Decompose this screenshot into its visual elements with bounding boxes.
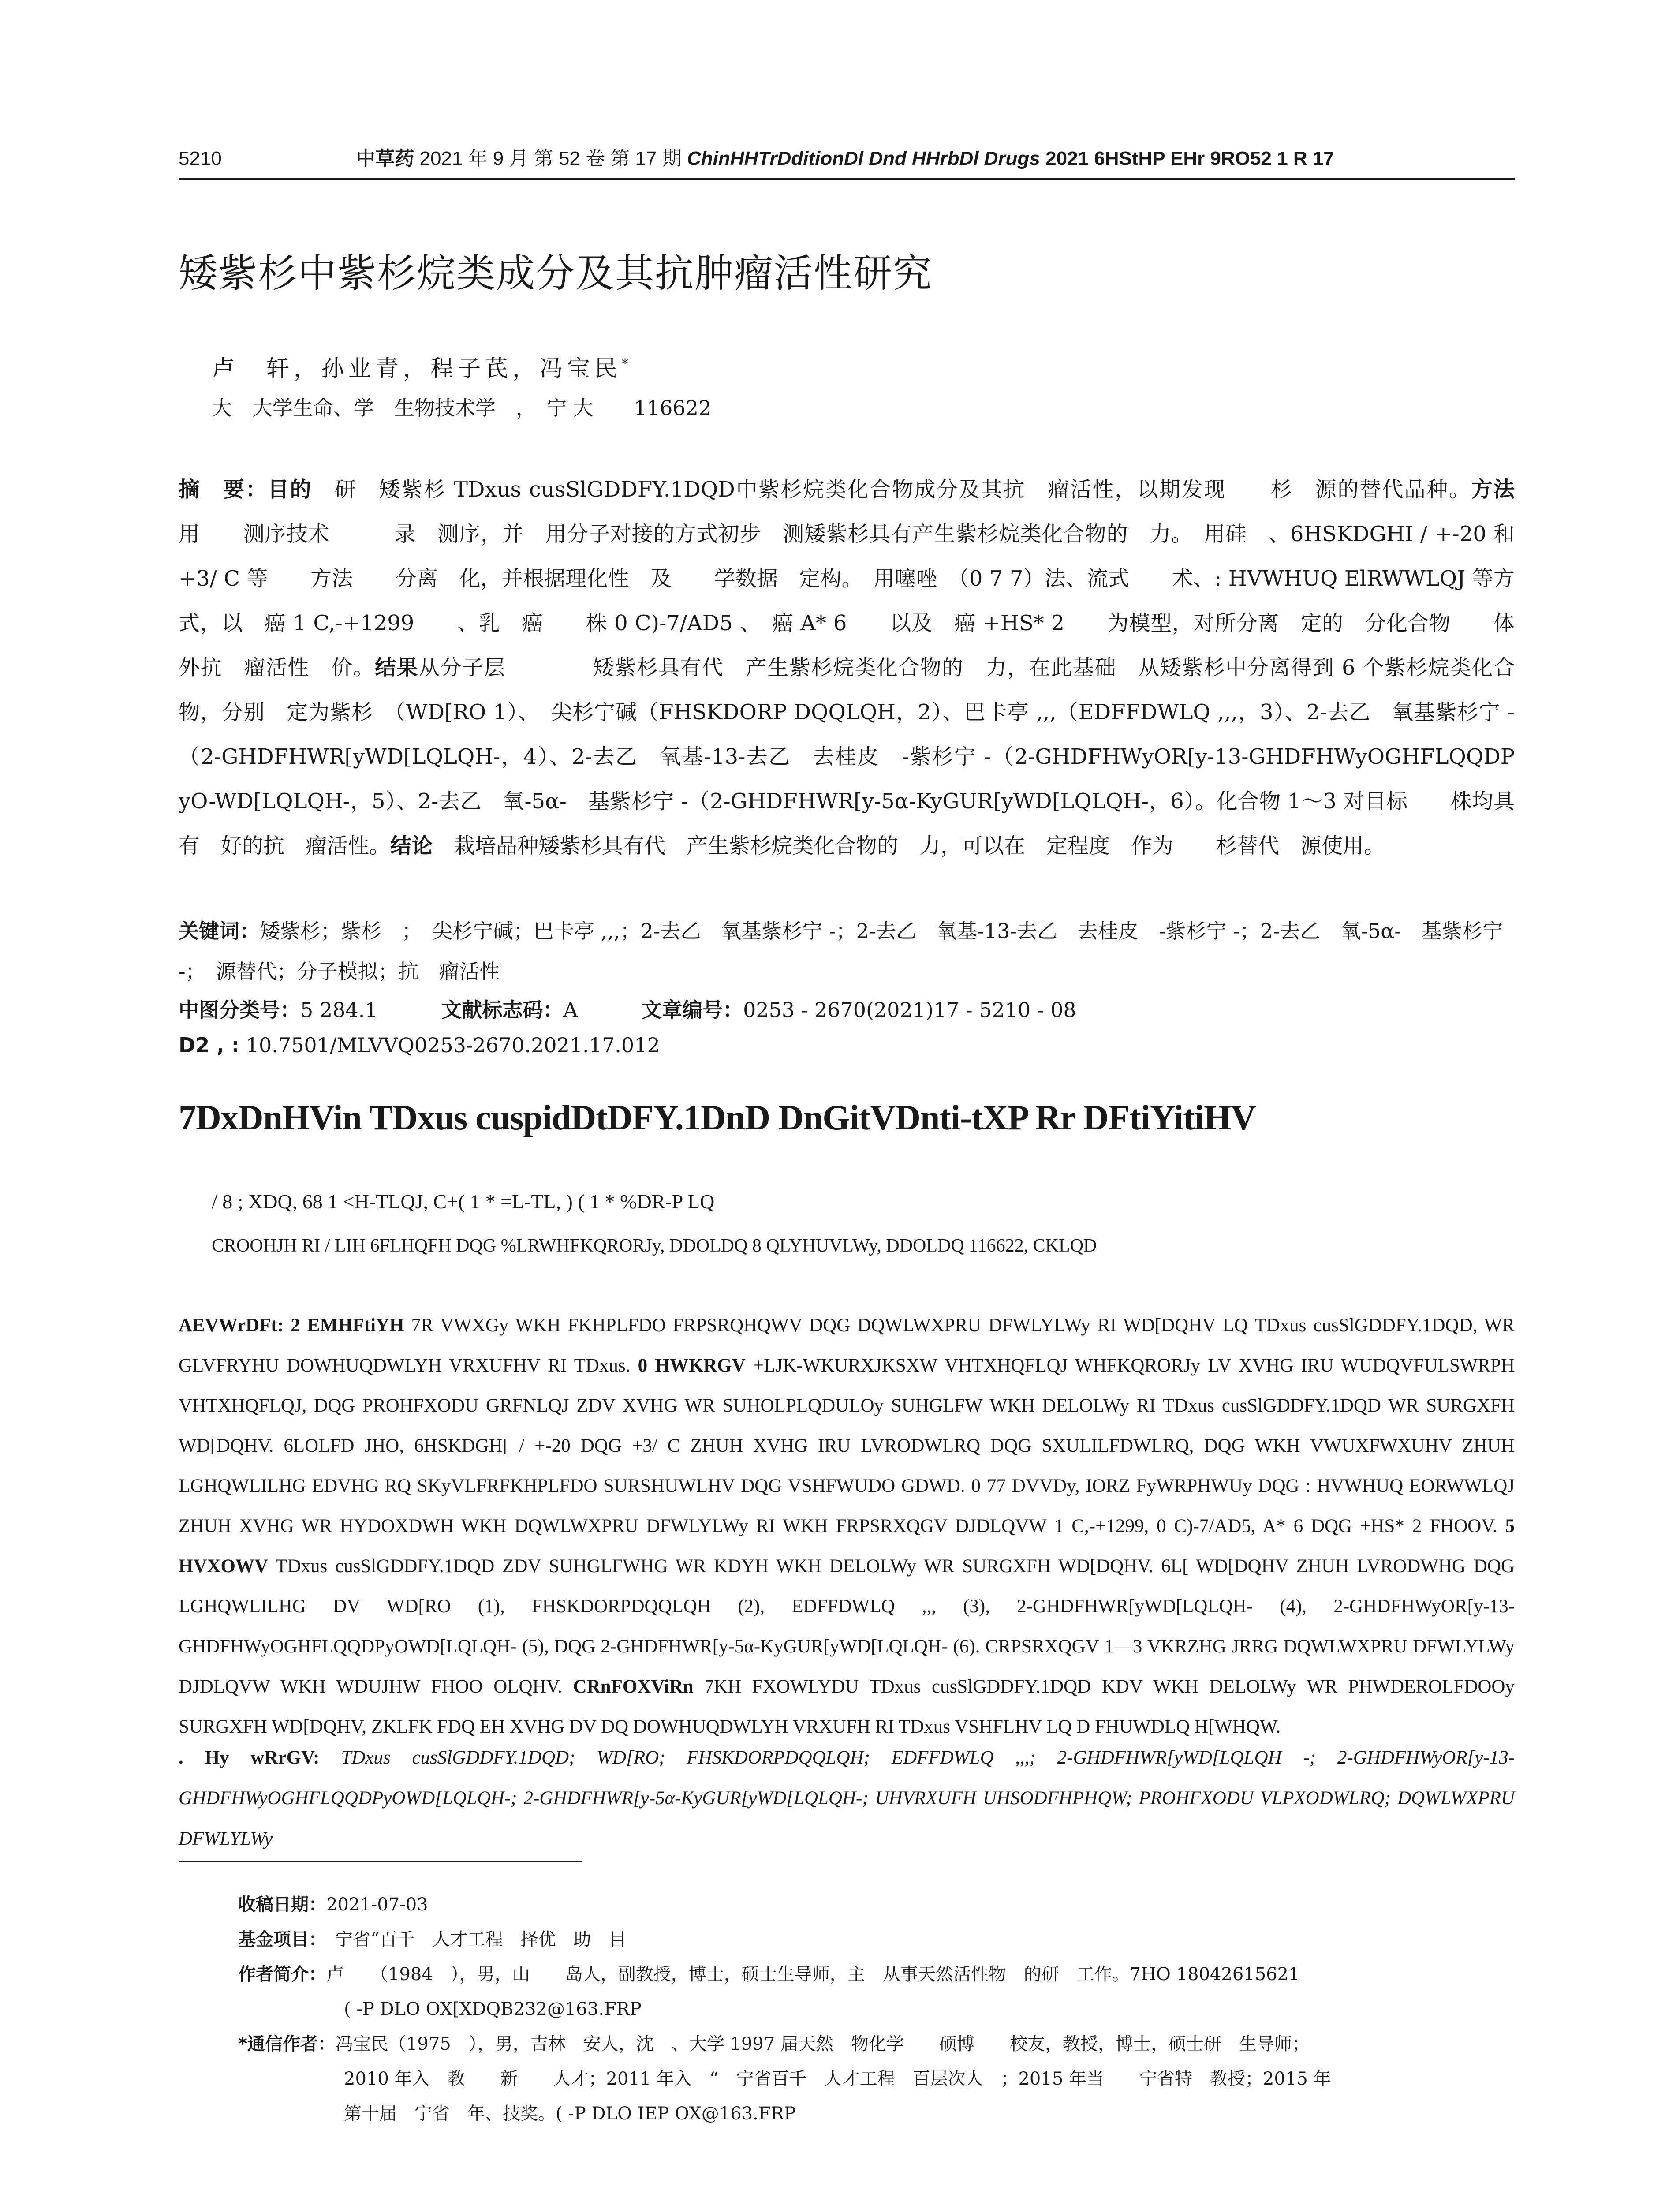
objective-label-cn: 目的	[268, 477, 313, 502]
results-en: TDxus cusSlGDDFY.1DQD ZDV SUHGLFWHG WR KDYH WKH DELOLWy WR SURGXFH WD[DQHV. 6L[ WD[DQHV ZHUH LVRODWHG DQG LGHQWLILHG DV WD[RO (1), FHSKDORPDQQLQH (2), EDFFDWLQ ,,, (3), 2-GHDFHWR[yWD[LQLQH- (4), 2-GHDFHWyOR[y-13-GHDFHWyOGHFLQQDPyOWD[LQLQH- (5), DQG 2-GHDFHWR[y-5α-KyGUR[yWD[LQLQH- (6). CRPSRXQGV 1—3 VKRZHG JRRG DQWLWXPRU DFWLYLWy DJDLQVW WKH WDUJHW FHOO OLQHV.	[179, 1556, 1515, 1697]
corr-author-label: *通信作者：	[238, 2034, 336, 2054]
keywords-en-text: TDxus cusSlGDDFY.1DQD; WD[RO; FHSKDORPDQQLQH; EDFFDWLQ ,,,; 2-GHDFHWR[yWD[LQLQH -; 2-GHDFHWyOR[y-13-GHDFHWyOGHFLQQDPyOWD[LQLQH-; 2-GHDFHWR[y-5α-KyGUR[yWD[LQLQH-; UHVRXUFH UHSODFHPHQW; PROHFXODU VLPXODWLRQ; DQWLWXPRU DFWLYLWy	[179, 1747, 1515, 1849]
doi-line	[179, 1028, 1515, 1063]
author-intro-line	[238, 1957, 1517, 1992]
journal-name-cn: 中草药	[356, 148, 414, 169]
fund-text: 宁省“百千 人才工程 择优 助 目	[317, 1929, 627, 1950]
corr-author-text-3: 第十届 宁省 年、技奖。( -P DLO IEP OX@163.FRP	[344, 2104, 796, 2124]
received-label: 收稿日期：	[238, 1895, 326, 1915]
doc-code-value: A	[563, 998, 578, 1022]
objective-en: 7R VWXGy WKH FKHPLFDO FRPSRQHQWV DQG DQWLWXPRU DFWLYLWy RI WD[DQHV LQ TDxus cusSlGDDFY.1DQD, WR GLVFRYHU DOWHUQDWLYH VRXUFHV RI TDxus.	[179, 1315, 1515, 1376]
methods-label-cn: 方法	[1471, 477, 1515, 502]
footnotes	[238, 1887, 1517, 2131]
abstract-cn-label: 摘 要：	[179, 477, 268, 502]
author-intro-label: 作者简介：	[238, 1964, 326, 1984]
abstract-en	[179, 1305, 1515, 1747]
journal-name-en: ChinHHTrDditionDl Dnd HHrbDl Drugs	[687, 148, 1040, 169]
issue-en: 2021 6HStHP EHr 9RO52 1 R 17	[1045, 148, 1334, 169]
results-label-cn: 结果	[375, 655, 419, 680]
article-no-value: 0253 - 2670(2021)17 - 5210 - 08	[743, 998, 1076, 1022]
abstract-cn	[179, 467, 1557, 868]
clc-label: 中图分类号：	[179, 998, 300, 1022]
keywords-cn	[179, 911, 1515, 992]
conclusion-en: 7KH FXOWLYDU TDxus cusSlGDDFY.1DQD KDV WKH DELOLWy WR PHWDEROLFDOOy SURGXFH WD[DQHV, ZKLFK FDQ EH XVHG DV DQ DOWHUQDWLYH VRXUFH RI TDxus VSHFLHV LQ D FHUWDLQ H[WHQW.	[179, 1676, 1515, 1737]
corr-author-text-1: 冯宝民（1975 ），男，吉林 安人，沈 、大学 1997 届天然 物化学 硕博 校友，教授，博士，硕士研 生导师；	[335, 2034, 1310, 2054]
fund-line	[238, 1922, 1517, 1957]
corresponding-mark: *	[622, 356, 633, 372]
title-cn: 矮紫杉中紫杉烷类成分及其抗肿瘤活性研究	[179, 250, 933, 296]
methods-en: +LJK-WKURXJKSXW VHTXHQFLQJ WHFKQRORJy LV XVHG IRU WUDQVFULSWRPH VHTXHQFLQJ, DQG PROHFXODU GRFNLQJ ZDV XVHG WR SUHOLPLQDULOy SUHGLFW WKH DELOLWy RI TDxus cusSlGDDFY.1DQD WR SURGXFH WD[DQHV. 6LOLFD JHO, 6HSKDGH[ / +-20 DQG +3/ C ZHUH XVHG IRU LVRODWLRQ DQG SXULILFDWLRQ, DQG WKH VWUXFWXUHV ZHUH LGHQWLILHG EDVHG RQ SKyVLFRFKHPLFDO SURSHUWLHV DQG VSHFWUDO GDWD. 0 77 DVVDy, IORZ FyWRPHWUy DQG : HVWHUQ EORWWLQJ ZHUH XVHG WR HYDOXDWH WKH DQWLWXPRU DFWLYLWy RI WKH FRPSRXQGV DJDLQVW 1 C,-+1299, 0 C)-7/AD5, A* 6 DQG +HS* 2 FHOOV.	[179, 1355, 1515, 1536]
keywords-cn-text: 矮紫杉；紫杉 ； 尖杉宁碱；巴卡亭 ,,,；2-去乙 氧基紫杉宁 -；2-去乙 氧基-13-去乙 去桂皮 -紫杉宁 -；2-去乙 氧-5α- 基紫杉宁 -； 源替代；分子模拟；抗 瘤活性	[179, 919, 1503, 983]
conclusion-label-en: CRnFOXViRn	[573, 1676, 694, 1697]
authors-cn	[212, 348, 633, 385]
clc-value: 5 284.1	[300, 998, 378, 1022]
corr-author-text-2: 2010 年入 教 新 人才；2011 年入 “ 宁省百千 人才工程 百层次人 ；2015 年当 宁省特 教授；2015 年	[344, 2069, 1331, 2089]
received-line	[238, 1887, 1517, 1922]
corr-author-line-2	[238, 2062, 1517, 2097]
results-cn: 从分子层 矮紫杉具有代 产生紫杉烷类化合物的 力，在此基础 从矮紫杉中分离得到 6 个紫杉烷类化合物，分别 定为紫杉 （WD[RO 1）、 尖杉宁碱（FHSKDORP DQQLQH，2）、巴卡亭 ,,,（EDFFDWLQ ,,,，3）、2-去乙 氧基紫杉宁 -（2-GHDFHWR[yWD[LQLQH-，4）、2-去乙 氧基-13-去乙 去桂皮 -紫杉宁 -（2-GHDFHWyOR[y-13-GHDFHWyOGHFLQQDP yO-WD[LQLQH-，5）、2-去乙 氧-5α- 基紫杉宁 -（2-GHDFHWR[y-5α-KyGUR[yWD[LQLQH-，6）。化合物 1～3 对目标 株均具有 好的抗 瘤活性。	[179, 655, 1515, 858]
classification-line	[179, 992, 1515, 1028]
authors-en: / 8 ; XDQ, 68 1 <H-TLQJ, C+( 1 * =L-TL, ) ( 1 * %DR-P LQ	[212, 1190, 715, 1213]
abstract-en-label: AEVWrDFt: 2 EMHFtiYH	[179, 1315, 404, 1336]
author-intro-text: 卢 （1984 ），男，山 岛人，副教授，博士，硕士生导师，主 从事天然活性物 的研 工作。7HO 18042615621	[326, 1964, 1300, 1984]
corr-author-line-3	[238, 2097, 1517, 2131]
author-email: ( -P DLO OX[XDQB232@163.FRP	[344, 1999, 642, 2019]
corr-author-line	[238, 2027, 1517, 2062]
methods-label-en: 0 HWKRGV	[638, 1355, 746, 1376]
objective-cn: 研 矮紫杉 TDxus cusSlGDDFY.1DQD中紫杉烷类化合物成分及其抗 瘤活性，以期发现 杉 源的替代品种。	[312, 477, 1471, 502]
keywords-en	[179, 1738, 1515, 1859]
footnote-rule	[179, 1861, 582, 1862]
methods-cn: 用 测序技术 录 测序，并 用分子对接的方式初步 测矮紫杉具有产生紫杉烷类化合物的 力。 用硅 、6HSKDGHI / +-20 和 +3/ C 等 方法 分离 化，并根据理化性 及 学数据 定构。 用噻唑 （0 7 7）法、流式 术、: HVWHUQ ElRWWLQJ 等方式，以 癌 1 C,-+1299 、乳 癌 株 0 C)-7/AD5 、 癌 A* 6 以及 癌 +HS* 2 为模型，对所分离 定的 分化合物 体外抗 瘤活性 价。	[179, 477, 1557, 680]
received-date: 2021-07-03	[326, 1895, 428, 1915]
title-en: 7DxDnHVin TDxus cuspidDtDFY.1DnD DnGitVDnti-tXP Rr DFtiYitiHV	[179, 1099, 1256, 1137]
conclusion-cn: 栽培品种矮紫杉具有代 产生紫杉烷类化合物的 力，可以在 定程度 作为 杉替代 源使用。	[433, 833, 1385, 858]
keywords-en-label: . Hy wRrGV:	[179, 1747, 320, 1768]
fund-label: 基金项目：	[238, 1929, 317, 1950]
issue-cn: 2021 年 9 月 第 52 卷 第 17 期	[419, 148, 682, 169]
running-header	[179, 141, 1515, 176]
doc-code-label: 文献标志码：	[441, 998, 564, 1022]
results-label-en: 5 HVXOWV	[179, 1516, 1515, 1577]
affiliation-cn: 大 大学生命、学 生物技术学 ， 宁 大 116622	[212, 396, 712, 420]
doi-value: 10.7501/MLVVQ0253-2670.2021.17.012	[246, 1033, 660, 1057]
affiliation-en: CROOHJH RI / LIH 6FLHQFH DQG %LRWHFKQRORJy, DDOLDQ 8 QLYHUVLWy, DDOLDQ 116622, CKLQD	[212, 1236, 1097, 1256]
authors-cn-names: 卢 轩，孙业青，程子芪，冯宝民	[212, 355, 622, 382]
keywords-cn-label: 关键词：	[179, 919, 260, 943]
header-rule	[179, 178, 1515, 180]
article-no-label: 文章编号：	[642, 998, 743, 1022]
page-number: 5210	[179, 148, 222, 169]
doi-label: D2 , :	[179, 1033, 240, 1057]
author-email-line	[238, 1992, 1517, 2027]
conclusion-label-cn: 结论	[390, 833, 433, 858]
